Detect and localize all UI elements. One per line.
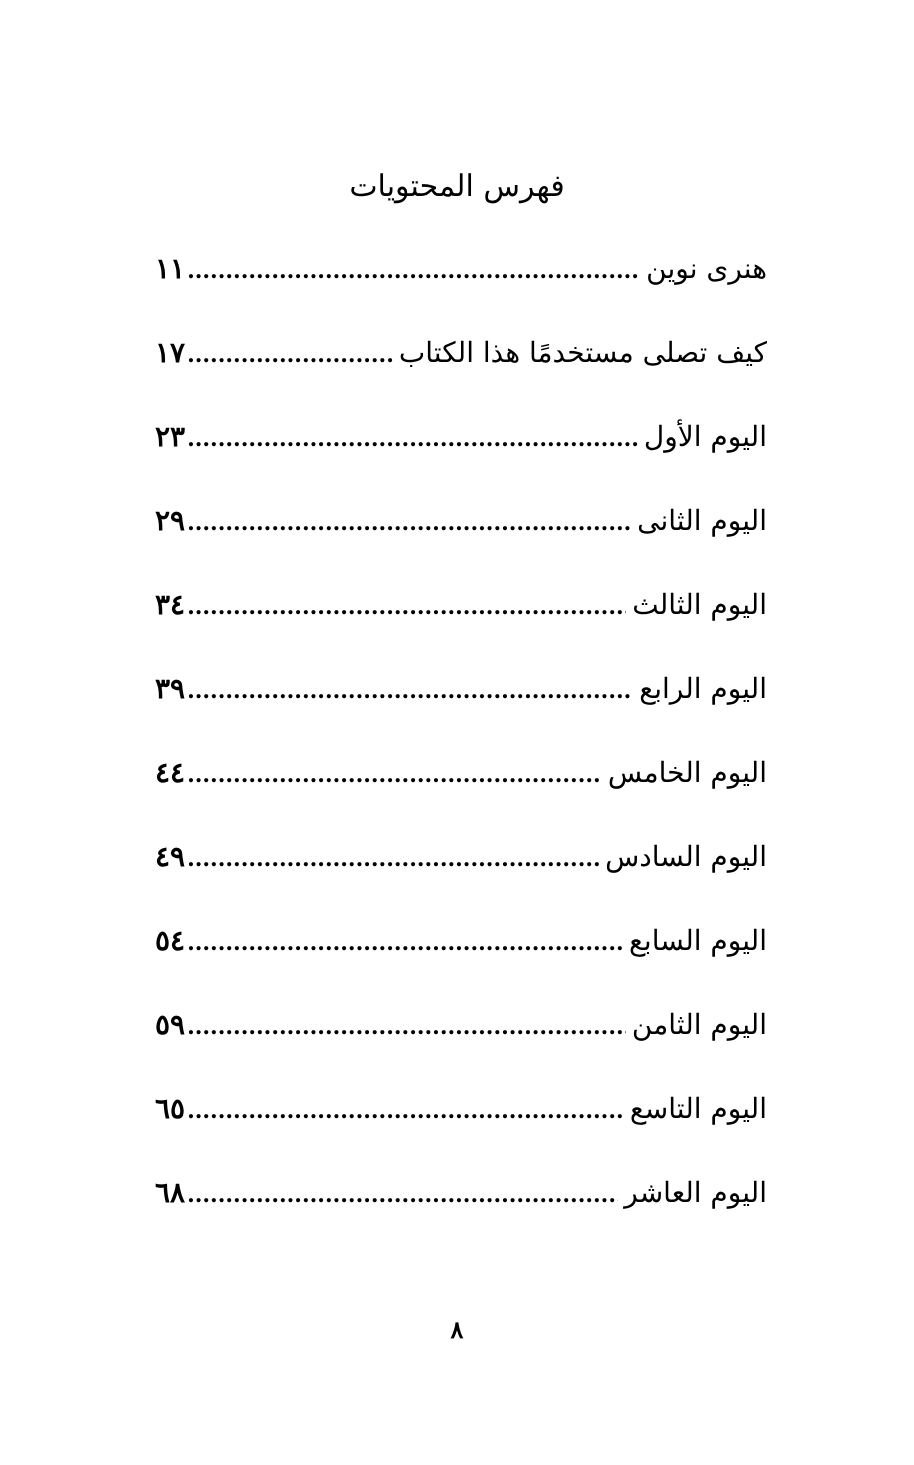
toc-entry-page: ٦٥	[155, 1092, 186, 1125]
toc-entry	[155, 749, 767, 833]
toc-entry	[155, 329, 767, 413]
toc-entry-page: ٣٤	[155, 588, 186, 621]
toc-entry-title: اليوم الثامن	[631, 1008, 767, 1041]
toc-entry-page: ٥٩	[155, 1008, 186, 1041]
dot-leader	[187, 583, 626, 631]
toc-entry-page: ١٧	[155, 336, 186, 369]
toc-entry	[155, 833, 767, 917]
toc-heading: فهرس المحتويات	[349, 169, 565, 204]
toc-entry-title: اليوم الثانى	[637, 504, 767, 537]
toc-entry-title: اليوم العاشر	[624, 1176, 767, 1209]
dot-leader	[187, 751, 602, 799]
toc-entry-title: كيف تصلى مستخدمًا هذا الكتاب	[398, 336, 767, 369]
toc-entry	[155, 1001, 767, 1085]
dot-leader	[187, 667, 633, 715]
page-number: ٨	[450, 1315, 464, 1344]
toc-entry-page: ٦٨	[155, 1176, 186, 1209]
toc-entry-page: ٥٤	[155, 924, 186, 957]
dot-leader	[187, 499, 631, 547]
toc-entry-page: ٢٩	[155, 504, 186, 537]
toc-entry-page: ٤٤	[155, 756, 186, 789]
toc-entry-title: اليوم الثالث	[632, 588, 767, 621]
dot-leader	[187, 247, 640, 295]
dot-leader	[187, 1003, 626, 1051]
toc-entry-title: اليوم التاسع	[629, 1092, 767, 1125]
toc-entry-title: اليوم الرابع	[639, 672, 767, 705]
toc-entry	[155, 1169, 767, 1253]
toc-entry	[155, 665, 767, 749]
toc-entry-title: هنرى نوين	[646, 252, 767, 285]
toc-entry	[155, 245, 767, 329]
toc-list	[155, 245, 767, 1253]
toc-entry-page: ١١	[155, 252, 186, 285]
toc-entry-title: اليوم السادس	[605, 840, 767, 873]
toc-entry	[155, 413, 767, 497]
toc-entry-page: ٣٩	[155, 672, 186, 705]
toc-entry-page: ٢٣	[155, 420, 186, 453]
toc-entry-page: ٤٩	[155, 840, 186, 873]
toc-entry-title: اليوم السابع	[629, 924, 767, 957]
dot-leader	[187, 919, 623, 967]
toc-entry	[155, 581, 767, 665]
dot-leader	[187, 1171, 618, 1219]
toc-entry-title: اليوم الأول	[643, 420, 767, 453]
dot-leader	[187, 331, 393, 379]
toc-entry	[155, 1085, 767, 1169]
dot-leader	[187, 415, 638, 463]
dot-leader	[187, 835, 599, 883]
toc-entry	[155, 917, 767, 1001]
toc-entry-title: اليوم الخامس	[607, 756, 767, 789]
toc-entry	[155, 497, 767, 581]
dot-leader	[187, 1087, 624, 1135]
